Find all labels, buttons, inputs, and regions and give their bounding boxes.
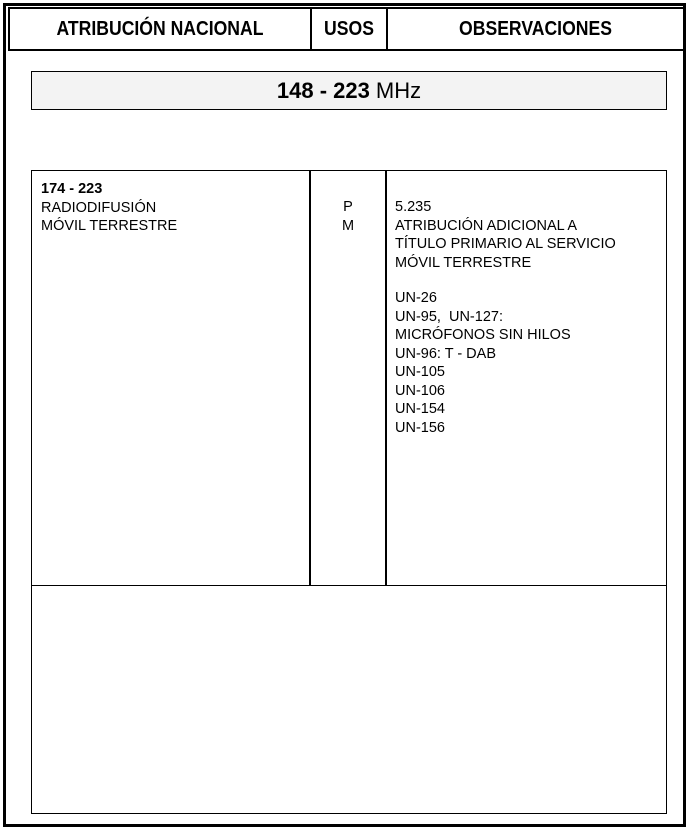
observaciones-cell xyxy=(395,198,616,437)
header-divider xyxy=(386,9,388,49)
band-unit: MHz xyxy=(375,77,422,103)
header-usos: USOS xyxy=(324,17,374,40)
note-ref: UN-96: T - DAB xyxy=(395,345,496,362)
note-ref: UN-154 xyxy=(395,401,445,417)
header-atribucion-nacional: ATRIBUCIÓN NACIONAL xyxy=(56,17,264,40)
uso-code: P xyxy=(343,199,353,215)
note-ref: UN-106 xyxy=(395,382,445,399)
service-item: MÓVIL TERRESTRE xyxy=(41,218,178,234)
header-observaciones: OBSERVACIONES xyxy=(459,17,612,40)
note-ref: MICRÓFONOS SIN HILOS xyxy=(395,327,571,343)
note-ref: UN-26 xyxy=(395,290,437,306)
note-ref: UN-105 xyxy=(395,364,445,380)
note-ref: UN-95, UN-127: xyxy=(395,308,503,325)
row-divider xyxy=(31,585,667,586)
table-header xyxy=(8,7,685,51)
observation-line: MÓVIL TERRESTRE xyxy=(395,254,532,271)
allocation-range: 174 - 223 xyxy=(41,181,103,197)
observation-line: TÍTULO PRIMARIO AL SERVICIO xyxy=(395,236,616,252)
column-divider xyxy=(385,170,387,586)
spacer xyxy=(395,272,616,289)
uso-code: M xyxy=(341,217,355,234)
frequency-band-title xyxy=(31,71,667,110)
observation-line: 5.235 xyxy=(395,199,432,215)
header-divider xyxy=(310,9,312,49)
observation-line: ATRIBUCIÓN ADICIONAL A xyxy=(395,217,578,234)
note-ref: UN-156 xyxy=(395,419,445,436)
usos-cell xyxy=(311,198,385,235)
service-item: RADIODIFUSIÓN xyxy=(41,199,157,216)
band-range: 148 - 223 xyxy=(276,77,370,103)
allocation-cell xyxy=(41,180,177,236)
